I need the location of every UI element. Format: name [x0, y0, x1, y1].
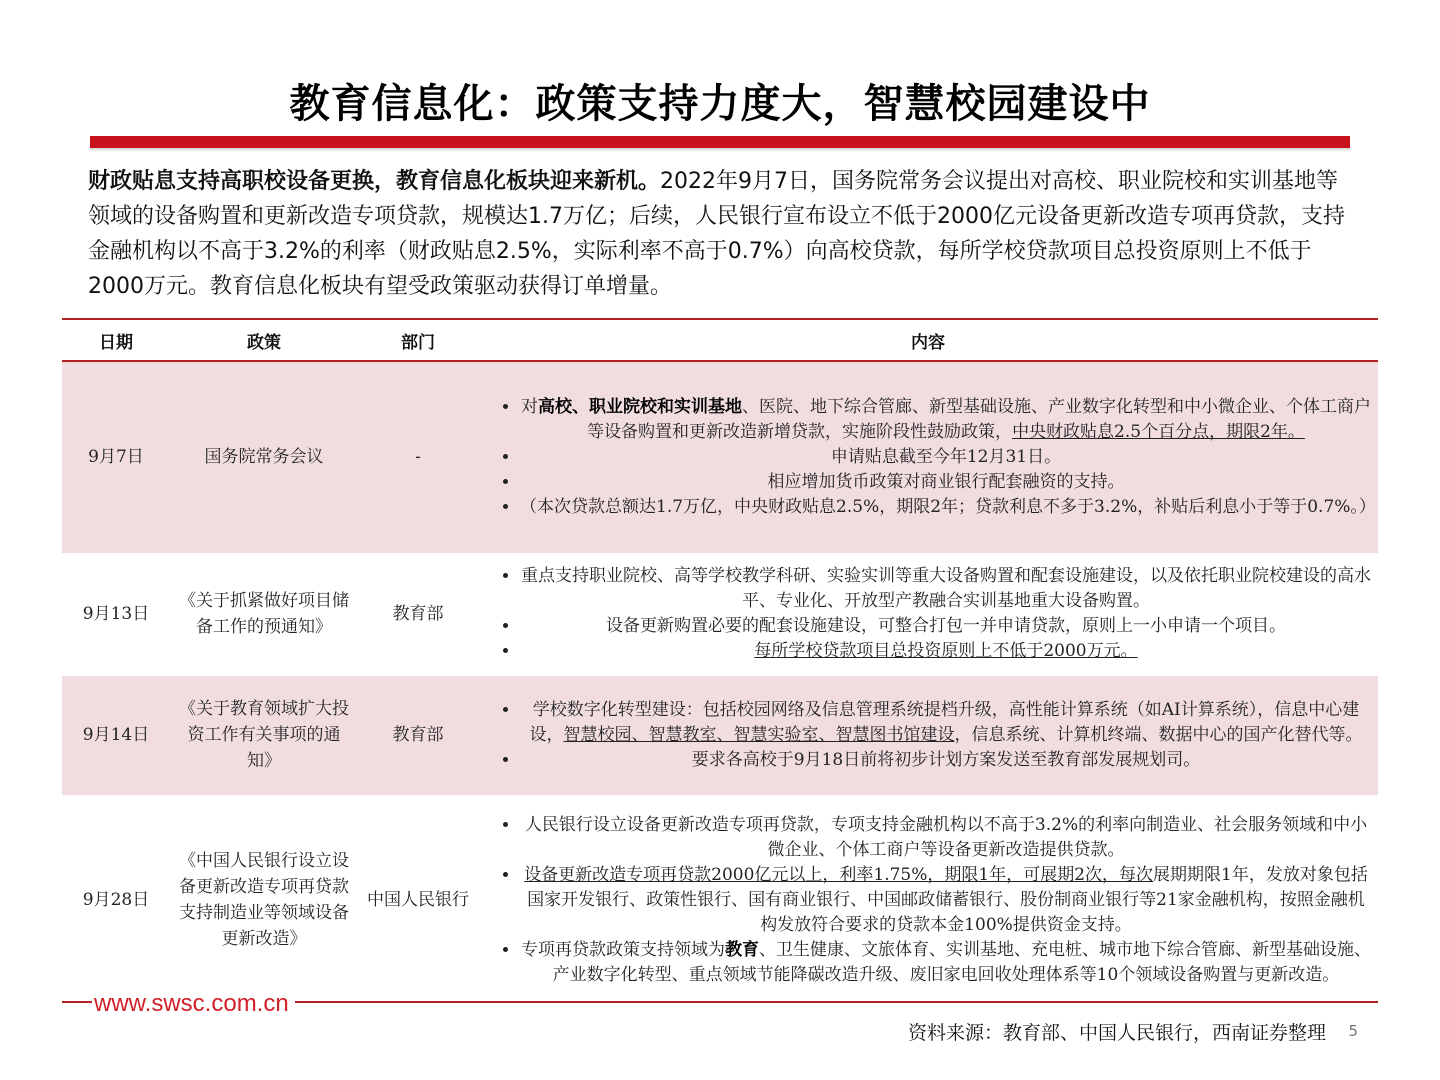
- text-fragment: ，信息系统、计算机终端、数据中心的国产化替代等。: [954, 724, 1363, 745]
- row-content: [478, 361, 1378, 553]
- row-date: 9月14日: [62, 675, 170, 795]
- table-row: [62, 361, 1378, 553]
- list-item: [520, 395, 1372, 445]
- row-content: [478, 795, 1378, 1005]
- intro-text: 2022年9月7日，国务院常务会议提出对高校、职业院校和实训基地等领域的设备购置和更新改造专项贷款，规模达1.7万亿；后续，人民银行宣布设立不低于2000亿元设备更新改造专项再贷款，支持金融机构以不高于3.2%的利率（财政贴息2.5%，实际利率不高于0.7%）向高校贷款，每所学校贷款项目总投资原则上不低于2000万元。教育信息化板块有望受政策驱动获得订单增量。: [88, 169, 1345, 299]
- row-policy: 国务院常务会议: [170, 361, 358, 553]
- row-policy: 《中国人民银行设立设备更新改造专项再贷款支持制造业等领域设备更新改造》: [170, 795, 358, 1005]
- row-dept: 中国人民银行: [358, 795, 478, 1005]
- text-fragment: 对: [521, 396, 538, 417]
- row-dept: -: [358, 361, 478, 553]
- footer-source: 资料来源：教育部、中国人民银行，西南证券整理: [907, 1022, 1326, 1044]
- underlined-fragment: 智慧校园、智慧教室、智慧实验室、智慧图书馆建设: [563, 724, 955, 745]
- row-date: 9月7日: [62, 361, 170, 553]
- row-date: 9月28日: [62, 795, 170, 1005]
- text-fragment: 展期期限1年，发放对象包括国家开发银行、政策性银行、国有商业银行、中国邮政储蓄银行、股份制商业银行等21家金融机构，按照金融机构发放符合要求的贷款本金100%提供资金支持。: [527, 864, 1368, 935]
- list-item: [520, 639, 1372, 664]
- table-header-row: [62, 319, 1378, 361]
- text-fragment: 专项再贷款政策支持领域为: [521, 939, 725, 960]
- header-date: 日期: [62, 319, 170, 361]
- row-policy: 《关于教育领域扩大投资工作有关事项的通知》: [170, 675, 358, 795]
- row-dept: 教育部: [358, 675, 478, 795]
- list-item: • （本次贷款总额达1.7万亿，中央财政贴息2.5%，期限2年；贷款利息不多于3.2%，补贴后利息小于等于0.7%。）: [520, 495, 1372, 520]
- list-item: • 重点支持职业院校、高等学校教学科研、实验实训等重大设备购置和配套设施建设，以及依托职业院校建设的高水平、专业化、开放型产教融合实训基地重大设备购置。: [520, 564, 1372, 614]
- intro-paragraph: [88, 164, 1356, 304]
- list-item: [520, 863, 1372, 938]
- bold-fragment: 教育: [725, 939, 759, 960]
- list-item: [520, 698, 1372, 748]
- row-dept: 教育部: [358, 553, 478, 675]
- page-title: 教育信息化：政策支持力度大，智慧校园建设中: [289, 81, 1151, 127]
- underlined-fragment: 中央财政贴息2.5个百分点，期限2年。: [1012, 421, 1305, 442]
- header-content: 内容: [478, 319, 1378, 361]
- list-item: • 人民银行设立设备更新改造专项再贷款，专项支持金融机构以不高于3.2%的利率向制造业、社会服务领域和中小微企业、个体工商户等设备更新改造提供贷款。: [520, 813, 1372, 863]
- intro-bold-lead: 财政贴息支持高职校设备更换，教育信息化板块迎来新机。: [88, 169, 661, 194]
- row-content: [478, 675, 1378, 795]
- bold-fragment: 高校、职业院校和实训基地: [538, 396, 742, 417]
- table-row: [62, 553, 1378, 675]
- header-dept: 部门: [358, 319, 478, 361]
- policy-table: [62, 318, 1378, 1006]
- list-item: • 要求各高校于9月18日前将初步计划方案发送至教育部发展规划司。: [520, 748, 1372, 773]
- text-fragment: 学校数字化转型建设：包括校园网络及信息管理系统提档升级，高性能计算系统（如AI计算系统），信息中心建设，: [529, 699, 1360, 745]
- table-row: [62, 675, 1378, 795]
- header-policy: 政策: [170, 319, 358, 361]
- underlined-fragment: 每所学校贷款项目总投资原则上不低于2000万元。: [754, 641, 1138, 661]
- row-policy: 《关于抓紧做好项目储备工作的预通知》: [170, 553, 358, 675]
- page-number: 5: [1348, 1022, 1358, 1040]
- row-date: 9月13日: [62, 553, 170, 675]
- footer-website-link[interactable]: www.swsc.com.cn: [92, 990, 295, 1018]
- list-item: • 设备更新购置必要的配套设施建设，可整合打包一并申请贷款，原则上一小申请一个项目。: [520, 614, 1372, 639]
- text-fragment: 、卫生健康、文旅体育、实训基地、充电桩、城市地下综合管廊、新型基础设施、产业数字化转型、重点领域节能降碳改造升级、废旧家电回收处理体系等10个领域设备购置与更新改造。: [552, 939, 1371, 985]
- list-item: [520, 938, 1372, 988]
- table-row: [62, 795, 1378, 1005]
- list-item: • 相应增加货币政策对商业银行配套融资的支持。: [520, 470, 1372, 495]
- list-item: • 申请贴息截至今年12月31日。: [520, 445, 1372, 470]
- text-fragment: 、医院、地下综合管廊、新型基础设施、产业数字化转型和中小微企业、个体工商户等设备购置和更新改造新增贷款，实施阶段性鼓励政策，: [587, 396, 1371, 442]
- title-underline-bar: [90, 136, 1350, 148]
- row-content: [478, 553, 1378, 675]
- underlined-fragment: 设备更新改造专项再贷款2000亿元以上，利率1.75%，期限1年，可展期2次，每次: [524, 864, 1154, 885]
